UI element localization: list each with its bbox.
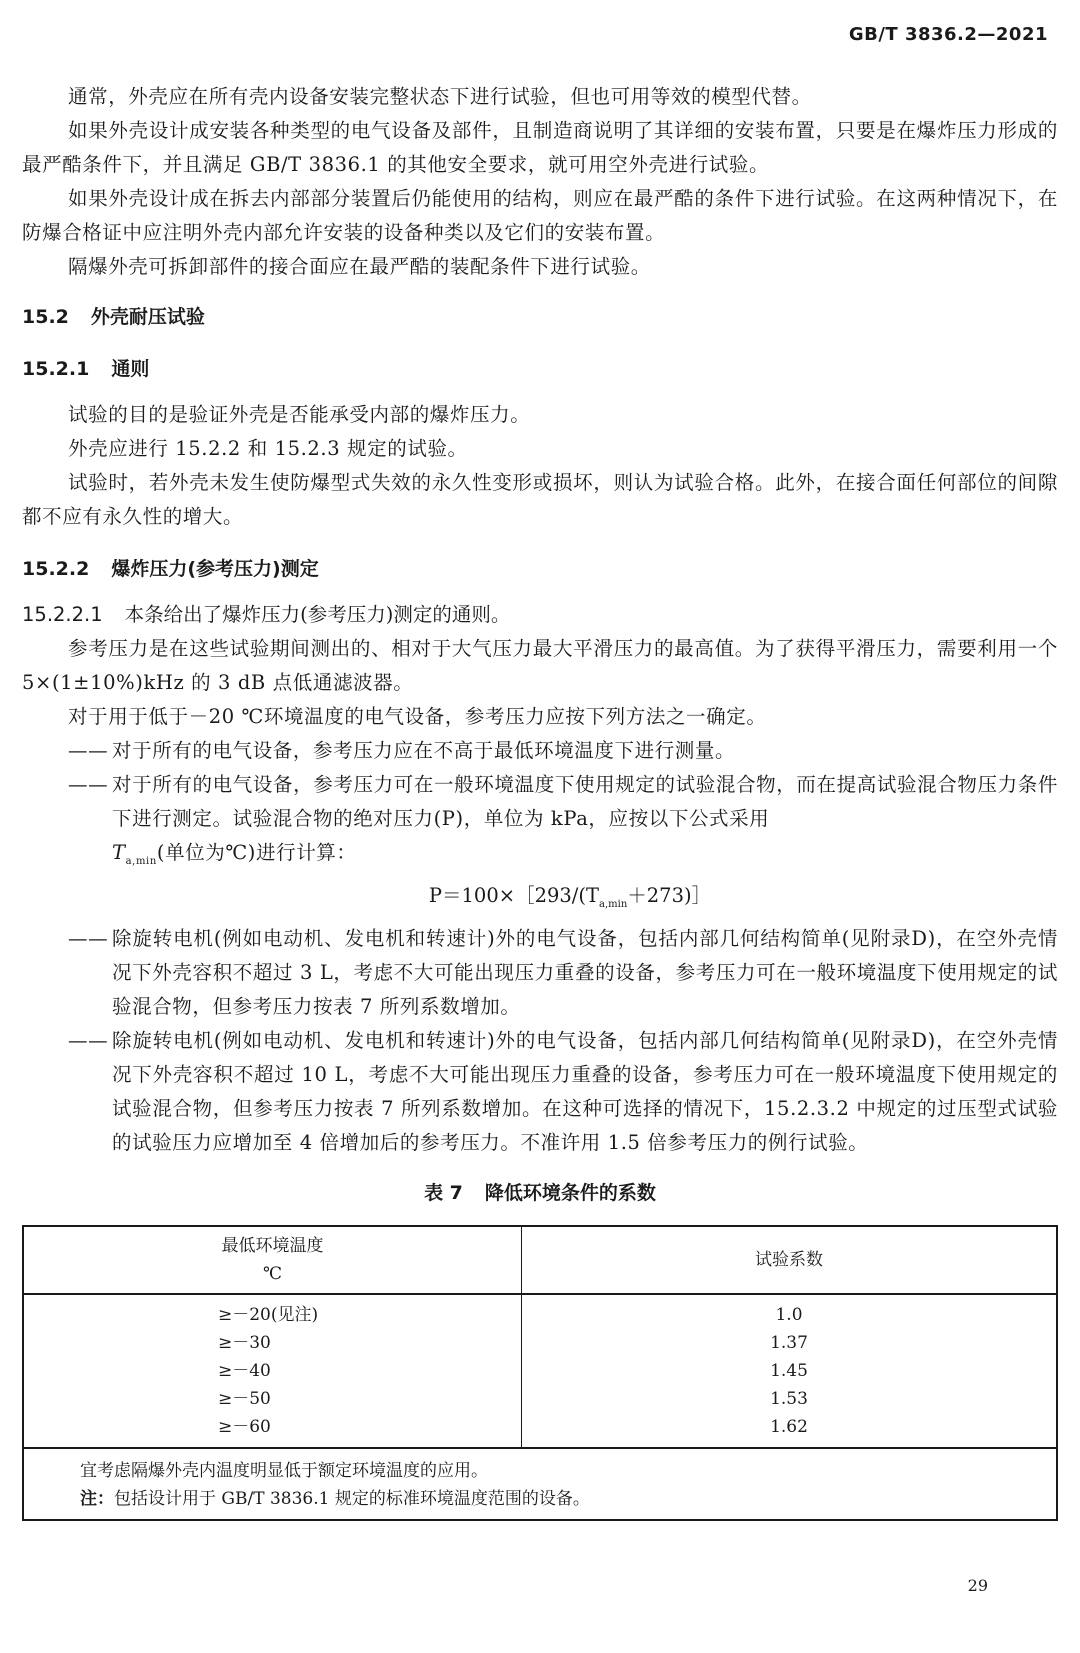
list-item-text: 除旋转电机(例如电动机、发电机和转速计)外的电气设备，包括内部几何结构简单(见附录D)，在空外壳情况下外壳容积不超过 10 L，考虑不大可能出现压力重叠的设备，参考压力可在一般环境温度下使用规定的试验混合物，但参考压力按表 7 所列系数增加。在这种可选择的情况下，15.2.3.2 中规定的过压型式试验的试验压力应增加至 4 倍增加后的参考压力。不准许用 1.5 倍参考压力的例行试验。	[112, 1028, 1058, 1154]
list-item-text: 对于所有的电气设备，参考压力应在不高于最低环境温度下进行测量。	[112, 739, 736, 762]
table-title	[22, 1178, 1058, 1205]
paragraph: 如果外壳设计成安装各种类型的电气设备及部件，且制造商说明了其详细的安装布置，只要是在爆炸压力形成的最严酷条件下，并且满足 GB/T 3836.1 的其他安全要求，就可用空外壳进行试验。	[22, 119, 1058, 176]
clause-number: 15.2.2.1	[22, 603, 103, 626]
symbol-subscript: a,min	[125, 855, 157, 867]
column-header-factor: 试验系数	[522, 1226, 1058, 1294]
table-row	[23, 1413, 1057, 1448]
section-number: 15.2.1	[22, 358, 90, 380]
formula-subscript: a,min	[599, 898, 628, 910]
formula-part: P＝100×［293/(T	[428, 883, 599, 907]
table-note-row	[23, 1448, 1057, 1520]
standard-code: GB/T 3836.2—2021	[848, 24, 1048, 45]
cell-factor: 1.0	[775, 1304, 803, 1325]
note-label: 注：	[80, 1488, 114, 1509]
formula-part: ＋273)］	[627, 883, 712, 907]
paragraph: 对于用于低于－20 ℃环境温度的电气设备，参考压力应按下列方法之一确定。	[68, 705, 767, 728]
cell-temperature: ≥－20(见注)	[23, 1294, 522, 1329]
table-header-row	[23, 1226, 1057, 1294]
table-row	[23, 1329, 1057, 1357]
list-item	[22, 768, 1058, 879]
list-item	[22, 1024, 1058, 1160]
cell-factor: 1.53	[770, 1388, 808, 1409]
section-heading-15-2-2	[22, 552, 1058, 586]
symbol-T: T	[112, 841, 126, 864]
paragraph: 如果外壳设计成在拆去内部部分装置后仍能使用的结构，则应在最严酷的条件下进行试验。在这两种情况下，在防爆合格证中应注明外壳内部允许安装的设备种类以及它们的安装布置。	[22, 187, 1058, 244]
paragraph: 参考压力是在这些试验期间测出的、相对于大气压力最大平滑压力的最高值。为了获得平滑压力，需要利用一个 5×(1±10%)kHz 的 3 dB 点低通滤波器。	[22, 637, 1058, 694]
table-label: 表 7	[424, 1181, 463, 1204]
table-row	[23, 1357, 1057, 1385]
paragraph: 试验时，若外壳未发生使防爆型式失效的永久性变形或损坏，则认为试验合格。此外，在接合面任何部位的间隙都不应有永久性的增大。	[22, 471, 1058, 528]
cell-temperature: ≥－30	[23, 1329, 522, 1357]
list-item-text: 对于所有的电气设备，参考压力可在一般环境温度下使用规定的试验混合物，而在提高试验混合物压力条件下进行测定。试验混合物的绝对压力(P)，单位为 kPa，应按以下公式采用	[112, 773, 1058, 830]
section-title: 通则	[111, 358, 150, 380]
cell-temperature: ≥－60	[23, 1413, 522, 1448]
list-item-text: (单位为℃)进行计算：	[156, 841, 357, 864]
section-title: 外壳耐压试验	[90, 306, 205, 328]
table-caption: 降低环境条件的系数	[484, 1181, 656, 1204]
column-header-unit: ℃	[262, 1263, 283, 1284]
table-note	[23, 1448, 1057, 1520]
formula	[22, 879, 1058, 922]
list-item	[22, 922, 1058, 1024]
paragraph: 外壳应进行 15.2.2 和 15.2.3 规定的试验。	[68, 437, 468, 460]
paragraph: 通常，外壳应在所有壳内设备安装完整状态下进行试验，但也可用等效的模型代替。	[68, 85, 812, 108]
section-heading-15-2	[22, 300, 1058, 334]
section-number: 15.2.2	[22, 558, 90, 580]
column-header-temperature	[23, 1226, 522, 1294]
clause-lead: 本条给出了爆炸压力(参考压力)测定的通则。	[124, 603, 511, 626]
document-body	[22, 80, 1058, 1521]
section-number: 15.2	[22, 306, 69, 328]
column-header-label: 最低环境温度	[221, 1235, 324, 1256]
cell-temperature: ≥－50	[23, 1385, 522, 1413]
table-row	[23, 1294, 1057, 1329]
clause-15-2-2-1	[22, 598, 1058, 632]
list-item-text: 除旋转电机(例如电动机、发电机和转速计)外的电气设备，包括内部几何结构简单(见附录D)，在空外壳情况下外壳容积不超过 3 L，考虑不大可能出现压力重叠的设备，参考压力可在一般环境温度下使用规定的试验混合物，但参考压力按表 7 所列系数增加。	[112, 926, 1058, 1018]
cell-factor: 1.45	[770, 1360, 808, 1381]
cell-factor: 1.62	[770, 1416, 808, 1437]
section-title: 爆炸压力(参考压力)测定	[111, 558, 319, 580]
paragraph: 隔爆外壳可拆卸部件的接合面应在最严酷的装配条件下进行试验。	[68, 255, 651, 278]
section-heading-15-2-1	[22, 352, 1058, 386]
cell-temperature: ≥－40	[23, 1357, 522, 1385]
note-text: 包括设计用于 GB/T 3836.1 规定的标准环境温度范围的设备。	[114, 1488, 590, 1509]
page-number: 29	[967, 1576, 988, 1595]
dash-marker: ——	[68, 773, 109, 796]
table-footnote: 宜考虑隔爆外壳内温度明显低于额定环境温度的应用。	[80, 1460, 488, 1481]
dash-marker: ——	[68, 1028, 109, 1052]
dash-marker: ——	[68, 739, 109, 762]
coefficient-table	[22, 1225, 1058, 1521]
table-row	[23, 1385, 1057, 1413]
dash-marker: ——	[68, 926, 109, 950]
paragraph: 试验的目的是验证外壳是否能承受内部的爆炸压力。	[68, 403, 531, 426]
list-item	[22, 734, 1058, 768]
cell-factor: 1.37	[770, 1332, 808, 1353]
